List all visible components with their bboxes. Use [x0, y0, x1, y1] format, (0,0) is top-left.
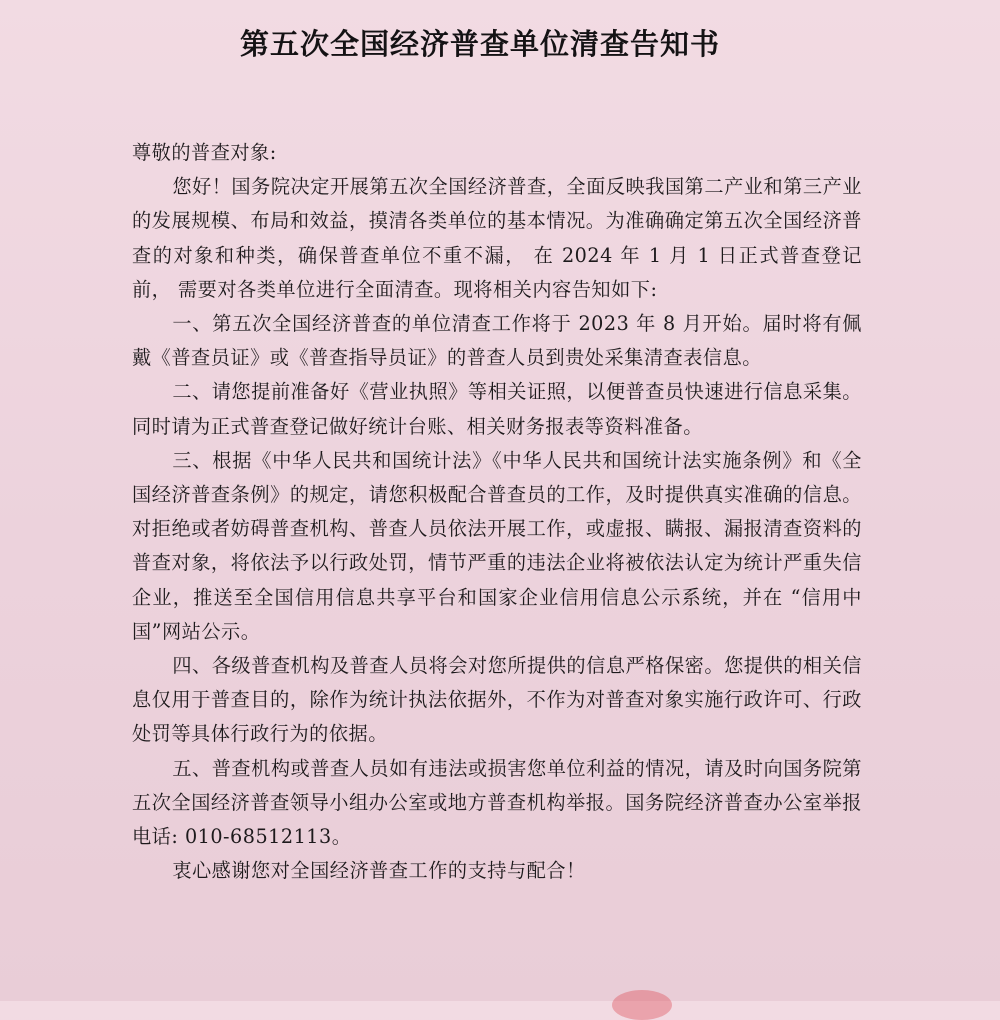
red-stamp-edge	[612, 990, 672, 1020]
paragraph-intro: 您好！国务院决定开展第五次全国经济普查，全面反映我国第二产业和第三产业的发展规模、布局和效益，摸清各类单位的基本情况。为准确确定第五次全国经济普查的对象和种类，确保普查单位不重不漏， 在 2024 年 1 月 1 日正式普查登记前， 需要对各类单位进行全面清查。现将相关内容告知如下:	[132, 175, 862, 301]
paragraph-item-4: 四、各级普查机构及普查人员将会对您所提供的信息严格保密。您提供的相关信息仅用于普查目的，除作为统计执法依据外，不作为对普查对象实施行政许可、行政处罚等具体行政行为的依据。	[132, 654, 862, 746]
paragraph-item-3: 三、根据《中华人民共和国统计法》《中华人民共和国统计法实施条例》和《全国经济普查条例》的规定，请您积极配合普查员的工作，及时提供真实准确的信息。对拒绝或者妨碍普查机构、普查人员依法开展工作，或虚报、瞒报、漏报清查资料的普查对象，将依法予以行政处罚，情节严重的违法企业将被依法认定为统计严重失信企业，推送至全国信用信息共享平台和国家企业信用信息公示系统，并在 “信用中国”网站公示。	[132, 448, 862, 643]
document-body	[132, 136, 862, 888]
salutation: 尊敬的普查对象:	[132, 141, 277, 164]
paragraph-item-2: 二、请您提前准备好《营业执照》等相关证照，以便普查员快速进行信息采集。同时请为正式普查登记做好统计台账、相关财务报表等资料准备。	[132, 380, 862, 438]
document-title: 第五次全国经济普查单位清查告知书	[239, 27, 720, 61]
paragraph-item-5: 五、普查机构或普查人员如有违法或损害您单位利益的情况，请及时向国务院第五次全国经济普查领导小组办公室或地方普查机构举报。国务院经济普查办公室举报电话: 010-68512113。	[132, 756, 862, 849]
paragraph-closing: 衷心感谢您对全国经济普查工作的支持与配合！	[172, 859, 586, 883]
paragraph-item-1: 一、第五次全国经济普查的单位清查工作将于 2023 年 8 月开始。届时将有佩戴《普查员证》或《普查指导员证》的普查人员到贵处采集清查表信息。	[132, 312, 862, 370]
